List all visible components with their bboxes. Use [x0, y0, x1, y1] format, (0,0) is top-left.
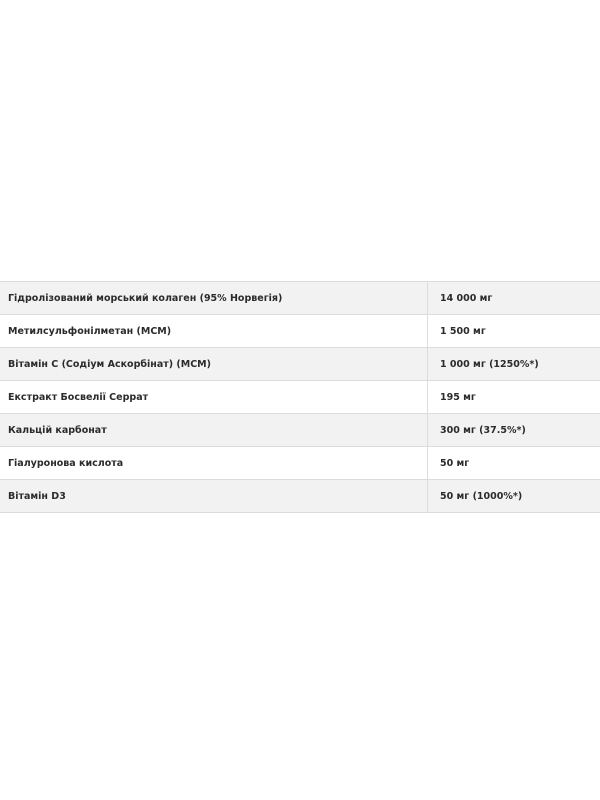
table-row	[0, 348, 600, 381]
ingredients-table	[0, 281, 600, 513]
ingredient-amount: 300 мг (37.5%*)	[440, 424, 526, 436]
table-row	[0, 447, 600, 480]
table-row	[0, 414, 600, 447]
ingredient-name: Кальцій карбонат	[0, 414, 428, 446]
ingredient-amount: 50 мг	[440, 457, 470, 469]
table-row	[0, 480, 600, 513]
ingredient-amount: 14 000 мг	[440, 292, 493, 304]
ingredient-name: Метилсульфонілметан (MCM)	[0, 315, 428, 347]
ingredient-name: Вітамін С (Содіум Аскорбінат) (MCM)	[0, 348, 428, 380]
ingredient-amount: 195 мг	[440, 391, 476, 403]
ingredient-name: Вітамін D3	[0, 480, 428, 512]
ingredient-amount: 1 500 мг	[440, 325, 486, 337]
table-row	[0, 315, 600, 348]
ingredient-name: Гіалуронова кислота	[0, 447, 428, 479]
ingredient-name: Гідролізований морський колаген (95% Норвегія)	[0, 282, 428, 314]
ingredient-amount: 50 мг (1000%*)	[440, 490, 523, 502]
table-row	[0, 381, 600, 414]
table-row	[0, 282, 600, 315]
ingredient-name: Екстракт Босвелії Серрат	[0, 381, 428, 413]
ingredient-amount: 1 000 мг (1250%*)	[440, 358, 539, 370]
